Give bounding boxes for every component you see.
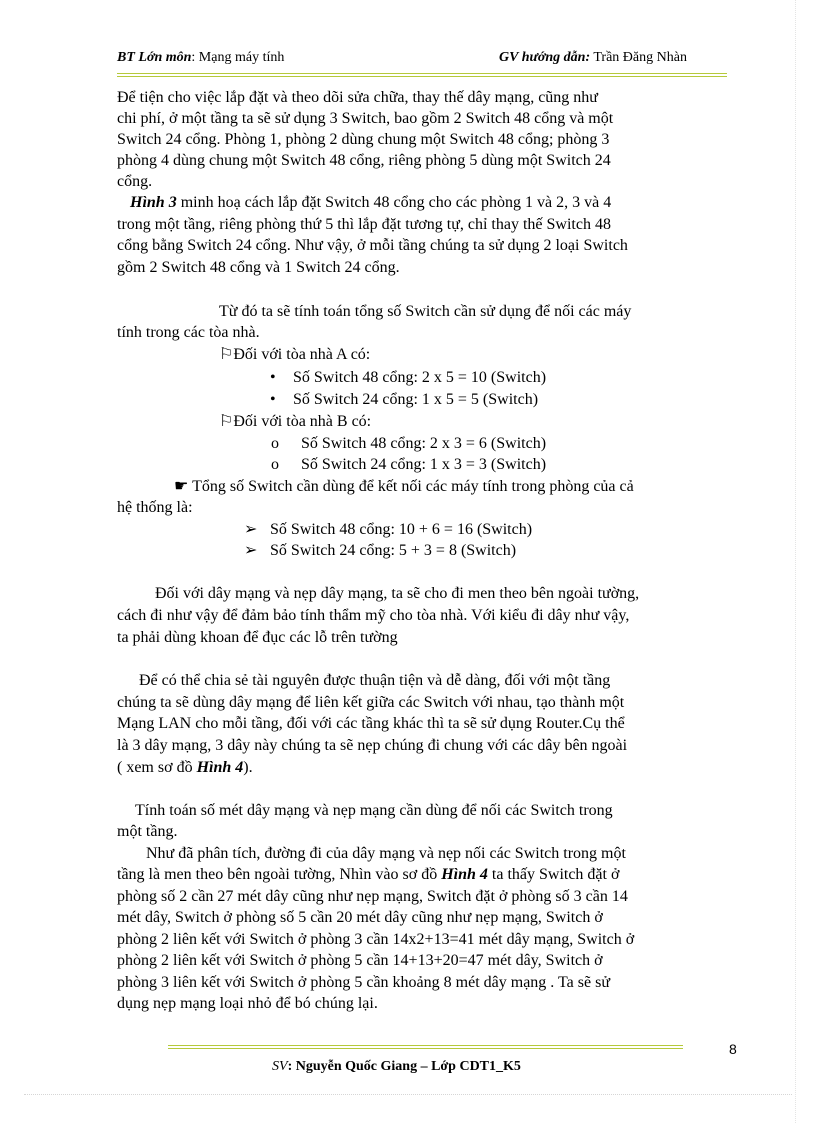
building-b-item-2: Số Switch 24 cổng: 1 x 3 = 3 (Switch) bbox=[301, 456, 547, 473]
circle-bullet-icon: o bbox=[271, 456, 279, 473]
arrow-icon: ➢ bbox=[244, 521, 258, 538]
building-a-label: Đối với tòa nhà A có: bbox=[233, 346, 371, 363]
para6-line-2-post: ta thấy Switch đặt ở bbox=[487, 866, 620, 883]
figure-ref-hinh-4-b: Hình 4 bbox=[441, 866, 488, 883]
header-teacher-value: Trần Đăng Nhàn bbox=[590, 50, 687, 65]
figure-ref-hinh-4: Hình 4 bbox=[196, 759, 244, 776]
para2-line-4: gồm 2 Switch 48 cổng và 1 Switch 24 cổng. bbox=[117, 259, 400, 276]
total-line-1-text: Tổng số Switch cần dùng để kết nối các máy tính trong phòng của cả bbox=[192, 478, 634, 495]
para1-line-3: Switch 24 cổng. Phòng 1, phòng 2 dùng chung một Switch 48 cổng; phòng 3 bbox=[117, 131, 610, 148]
page-number: 8 bbox=[729, 1041, 737, 1057]
para5-line-2: một tầng. bbox=[117, 823, 178, 840]
para4-last-pre: ( xem sơ đồ bbox=[117, 759, 197, 776]
pointing-hand-icon: ☛ bbox=[174, 478, 189, 495]
para1-line-4: phòng 4 dùng chung một Switch 48 cổng, riêng phòng 5 dùng một Switch 24 bbox=[117, 152, 611, 169]
figure-ref-hinh-3: Hình 3 bbox=[130, 194, 177, 211]
para4-line-2: chúng ta sẽ dùng dây mạng để liên kết giữa các Switch với nhau, tạo thành một bbox=[117, 694, 625, 711]
para6-line-1: Như đã phân tích, đường đi của dây mạng và nẹp nối các Switch trong một bbox=[146, 845, 626, 862]
header-left bbox=[117, 50, 284, 66]
building-a-item-2: Số Switch 24 cổng: 1 x 5 = 5 (Switch) bbox=[293, 391, 539, 408]
para1-line-2: chi phí, ở một tầng ta sẽ sử dụng 3 Switch, bao gồm 2 Switch 48 cổng và một bbox=[117, 110, 614, 127]
footer-student-name: : Nguyễn Quốc Giang – Lớp CDT1_K5 bbox=[287, 1059, 521, 1074]
calc-intro-2: tính trong các tòa nhà. bbox=[117, 324, 260, 341]
total-item-1: Số Switch 48 cổng: 10 + 6 = 16 (Switch) bbox=[270, 521, 533, 538]
para6-line-4: mét dây, Switch ở phòng số 5 cần 20 mét dây cũng như nẹp mạng, Switch ở bbox=[117, 909, 603, 926]
total-line-1 bbox=[174, 476, 634, 497]
para6-line-2-pre: tầng là men theo bên ngoài tường, Nhìn vào sơ đồ bbox=[117, 866, 442, 883]
header-course-label: BT Lớn môn bbox=[117, 50, 192, 65]
para5-line-1: Tính toán số mét dây mạng và nẹp mạng cần dùng để nối các Switch trong bbox=[135, 802, 613, 819]
bullet-icon: • bbox=[270, 391, 276, 408]
para3-line-1: Đối với dây mạng và nẹp dây mạng, ta sẽ cho đi men theo bên ngoài tường, bbox=[155, 585, 640, 602]
page-boundary-bottom bbox=[24, 1094, 792, 1095]
flag-icon: ⚐ bbox=[219, 413, 234, 430]
building-b-item-1: Số Switch 48 cổng: 2 x 3 = 6 (Switch) bbox=[301, 435, 547, 452]
circle-bullet-icon: o bbox=[271, 435, 279, 452]
para3-line-3: ta phải dùng khoan để đục các lỗ trên tường bbox=[117, 629, 398, 646]
para4-last-post: ). bbox=[243, 759, 253, 776]
para4-line-4: là 3 dây mạng, 3 dây này chúng ta sẽ nẹp chúng đi chung với các dây bên ngoài bbox=[117, 737, 628, 754]
para6-line-2 bbox=[117, 864, 619, 885]
footer-sv-label: SV bbox=[272, 1059, 288, 1074]
para6-line-3: phòng số 2 cần 27 mét dây cũng như nẹp mạng, Switch đặt ở phòng số 3 cần 14 bbox=[117, 888, 628, 905]
building-b-heading bbox=[219, 411, 371, 432]
para3-line-2: cách đi như vậy để đảm bảo tính thẩm mỹ cho tòa nhà. Với kiểu đi dây như vậy, bbox=[117, 607, 630, 624]
flag-icon: ⚐ bbox=[219, 346, 234, 363]
total-line-2: hệ thống là: bbox=[117, 499, 193, 516]
bullet-icon: • bbox=[270, 369, 276, 386]
building-a-heading bbox=[219, 344, 370, 365]
building-b-label: Đối với tòa nhà B có: bbox=[233, 413, 372, 430]
building-a-item-1: Số Switch 48 cổng: 2 x 5 = 10 (Switch) bbox=[293, 369, 547, 386]
header-teacher-label: GV hướng dẫn: bbox=[499, 50, 591, 65]
para1-line-1: Để tiện cho việc lắp đặt và theo dõi sửa chữa, thay thế dây mạng, cũng như bbox=[117, 89, 598, 106]
calc-intro-1: Từ đó ta sẽ tính toán tổng số Switch cần sử dụng để nối các máy bbox=[219, 303, 632, 320]
para2-line-1 bbox=[130, 192, 611, 213]
header-right bbox=[499, 50, 687, 66]
para2-line-2: trong một tầng, riêng phòng thứ 5 thì lắp đặt tương tự, chỉ thay thế Switch 48 bbox=[117, 216, 611, 233]
total-item-2: Số Switch 24 cổng: 5 + 3 = 8 (Switch) bbox=[270, 542, 517, 559]
para6-line-8: dụng nẹp mạng loại nhỏ để bó chúng lại. bbox=[117, 995, 378, 1012]
footer-student bbox=[272, 1059, 521, 1075]
para6-line-5: phòng 2 liên kết với Switch ở phòng 3 cần 14x2+13=41 mét dây mạng, Switch ở bbox=[117, 931, 635, 948]
para2-line-1-rest: minh hoạ cách lắp đặt Switch 48 cổng cho các phòng 1 và 2, 3 và 4 bbox=[176, 194, 612, 211]
header-rule bbox=[117, 73, 727, 74]
para2-line-3: cổng bằng Switch 24 cổng. Như vậy, ở mỗi tầng chúng ta sử dụng 2 loại Switch bbox=[117, 237, 628, 254]
footer-rule bbox=[168, 1045, 683, 1046]
para6-line-6: phòng 2 liên kết với Switch ở phòng 5 cần 14+13+20=47 mét dây, Switch ở bbox=[117, 952, 603, 969]
para4-line-1: Để có thể chia sẻ tài nguyên được thuận tiện và dễ dàng, đối với một tầng bbox=[139, 672, 611, 689]
footer-rule-2 bbox=[168, 1048, 683, 1049]
page-boundary-right bbox=[795, 0, 796, 1123]
header-course-value: : Mạng máy tính bbox=[191, 50, 285, 65]
para6-line-7: phòng 3 liên kết với Switch ở phòng 5 cần khoảng 8 mét dây mạng . Ta sẽ sử bbox=[117, 974, 610, 991]
para4-line-3: Mạng LAN cho mỗi tầng, đối với các tầng khác thì ta sẽ sử dụng Router.Cụ thể bbox=[117, 715, 625, 732]
header-rule-2 bbox=[117, 76, 727, 77]
para4-line-5 bbox=[117, 757, 253, 778]
para1-line-5: cổng. bbox=[117, 173, 153, 190]
arrow-icon: ➢ bbox=[244, 542, 258, 559]
